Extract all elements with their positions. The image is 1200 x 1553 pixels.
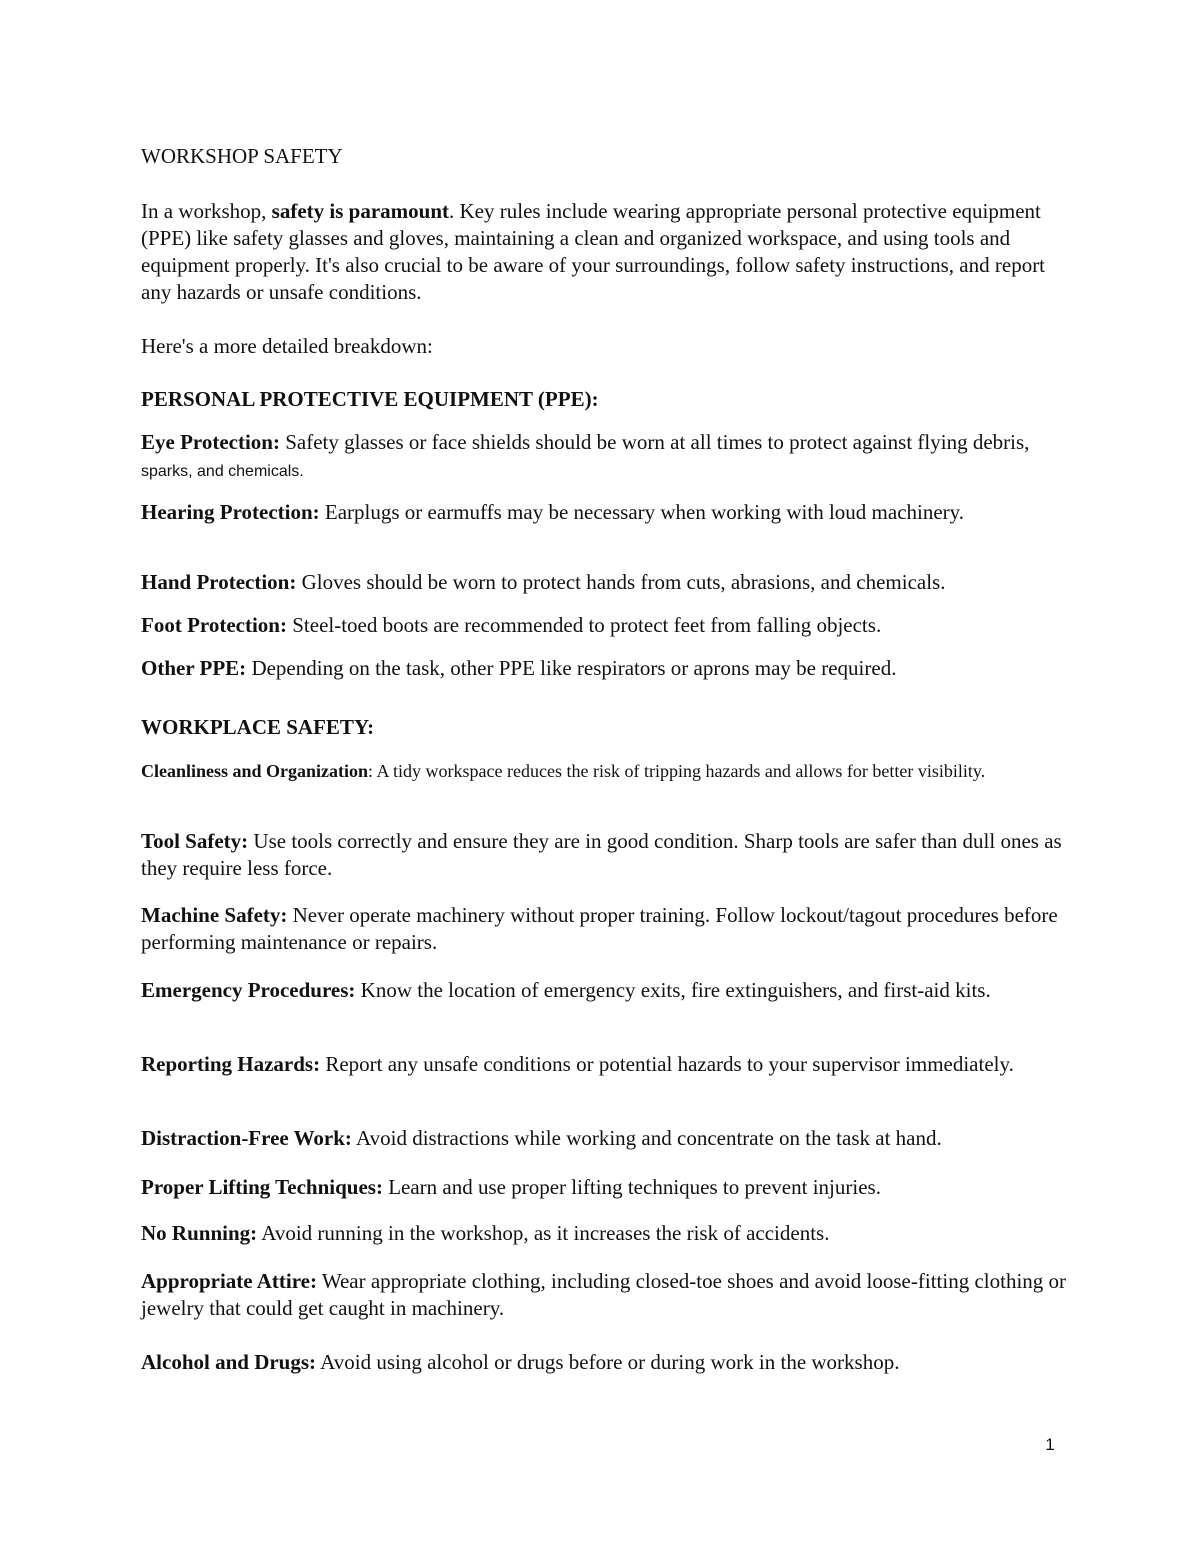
workplace-item-label: Cleanliness and Organization	[141, 761, 369, 781]
workplace-item-text: Know the location of emergency exits, fire extinguishers, and first-aid kits.	[355, 978, 991, 1002]
ppe-item-label: Hand Protection:	[141, 570, 297, 594]
ppe-item-foot	[141, 612, 1071, 639]
workplace-item-cleanliness	[141, 759, 1071, 783]
workplace-item-label: Alcohol and Drugs:	[141, 1350, 317, 1374]
workplace-item-label: Reporting Hazards:	[141, 1052, 321, 1076]
intro-pre: In a workshop,	[141, 199, 272, 223]
breakdown-intro: Here's a more detailed breakdown:	[141, 334, 433, 358]
ppe-item-eye	[141, 429, 1071, 485]
workplace-item-attire	[141, 1268, 1071, 1322]
ppe-item-text: Gloves should be worn to protect hands from cuts, abrasions, and chemicals.	[296, 570, 946, 594]
workplace-item-label: Distraction-Free Work:	[141, 1126, 352, 1150]
workplace-item-label: Machine Safety:	[141, 903, 288, 927]
ppe-heading: PERSONAL PROTECTIVE EQUIPMENT (PPE):	[141, 387, 599, 411]
ppe-item-other	[141, 655, 1071, 682]
workplace-item-text: Avoid running in the workshop, as it increases the risk of accidents.	[257, 1221, 830, 1245]
workplace-item-text: Use tools correctly and ensure they are in good condition. Sharp tools are safer than dull ones as they require less force.	[141, 829, 1062, 880]
intro-emphasis: safety is paramount	[271, 199, 449, 223]
workplace-item-tool	[141, 828, 1071, 882]
ppe-item-label: Hearing Protection:	[141, 500, 320, 524]
ppe-item-hearing	[141, 499, 1071, 526]
ppe-item-label: Foot Protection:	[141, 613, 287, 637]
workplace-item-label: Proper Lifting Techniques:	[141, 1175, 383, 1199]
workplace-item-text: : A tidy workspace reduces the risk of tripping hazards and allows for better visibility.	[368, 761, 986, 781]
workplace-item-text: Report any unsafe conditions or potential hazards to your supervisor immediately.	[320, 1052, 1014, 1076]
ppe-item-text: Steel-toed boots are recommended to protect feet from falling objects.	[286, 613, 882, 637]
intro-post: . Key rules include wearing appropriate personal protective equipment (PPE) like safety glasses and gloves, maintaining a clean and organized workspace, and using tools and equipment properly. It's also crucial to be aware of your surroundings, follow safety instructions, and report any hazards or unsafe conditions.	[141, 199, 1046, 304]
workplace-item-label: Appropriate Attire:	[141, 1269, 317, 1293]
workplace-item-text: Wear appropriate clothing, including closed-toe shoes and avoid loose-fitting clothing or jewelry that could get caught in machinery.	[141, 1269, 1067, 1320]
intro-paragraph	[141, 198, 1071, 306]
ppe-item-hand	[141, 569, 1071, 596]
ppe-item-text: Safety glasses or face shields should be worn at all times to protect against flying debris,	[279, 430, 1030, 454]
workplace-item-label: No Running:	[141, 1221, 258, 1245]
ppe-item-text: Earplugs or earmuffs may be necessary when working with loud machinery.	[319, 500, 965, 524]
workplace-item-label: Emergency Procedures:	[141, 978, 356, 1002]
workplace-item-lifting	[141, 1174, 1071, 1201]
workplace-item-text: Never operate machinery without proper training. Follow lockout/tagout procedures before performing maintenance or repairs.	[141, 903, 1058, 954]
ppe-item-text: Depending on the task, other PPE like respirators or aprons may be required.	[246, 656, 897, 680]
workplace-heading: WORKPLACE SAFETY:	[141, 715, 375, 739]
page-number: 1	[1045, 1435, 1055, 1454]
workplace-item-text: Avoid using alcohol or drugs before or during work in the workshop.	[316, 1350, 900, 1374]
ppe-item-text-sans: sparks, and chemicals.	[141, 463, 304, 480]
workplace-item-distraction	[141, 1125, 1071, 1152]
workplace-item-reporting	[141, 1051, 1071, 1078]
workplace-item-text: Avoid distractions while working and concentrate on the task at hand.	[351, 1126, 942, 1150]
document-title: WORKSHOP SAFETY	[141, 144, 343, 168]
workplace-item-text: Learn and use proper lifting techniques to prevent injuries.	[382, 1175, 881, 1199]
workplace-item-alcohol	[141, 1349, 1071, 1376]
workplace-item-running	[141, 1220, 1071, 1247]
workplace-item-emergency	[141, 977, 1071, 1004]
ppe-item-label: Eye Protection:	[141, 430, 280, 454]
workplace-item-machine	[141, 902, 1071, 956]
workplace-item-label: Tool Safety:	[141, 829, 249, 853]
ppe-item-label: Other PPE:	[141, 656, 247, 680]
